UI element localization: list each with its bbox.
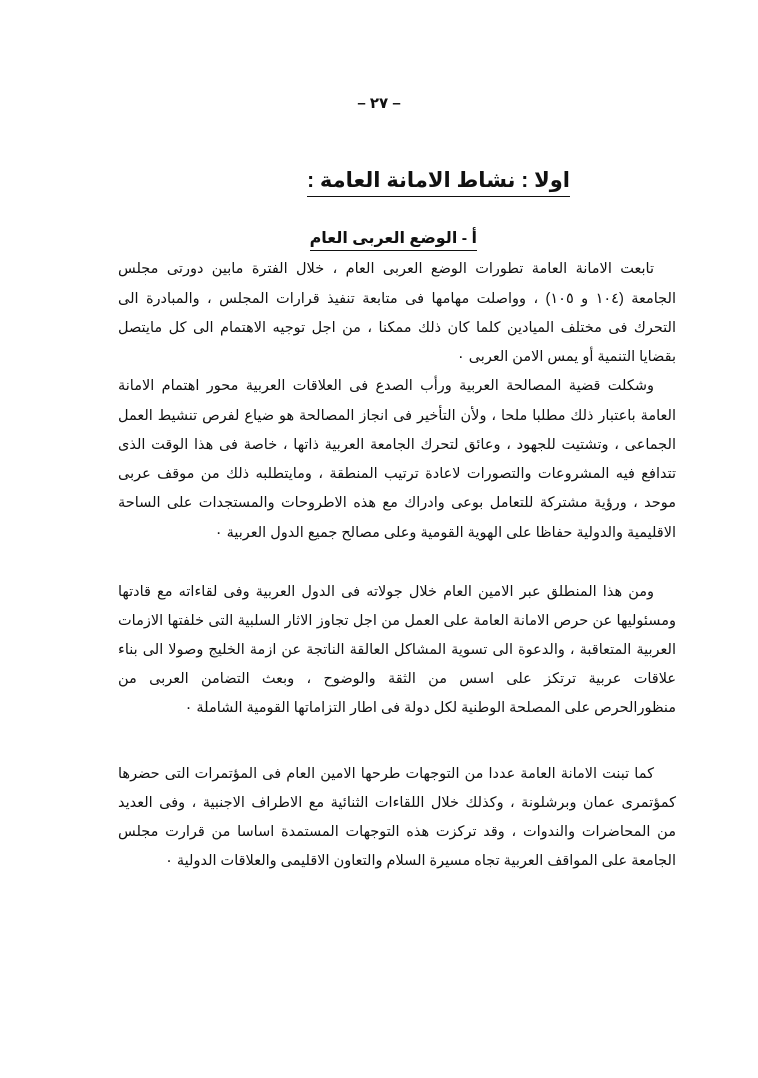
text-line: ومسئوليها عن حرص الامانة العامة على العمل من اجل تجاوز الاثار السلبية التى خلفتها الازمات [118,613,676,629]
text-line: من المحاضرات والندوات ، وقد تركزت هذه التوجهات المستمدة اساسا من قرارت مجلس [118,824,676,840]
text-line: الجامعة (١٠٤ و ١٠٥) ، وواصلت مهامها فى متابعة تنفيذ قرارات المجلس ، والمبادرة الى [118,291,676,307]
text-line: وشكلت قضية المصالحة العربية ورأب الصدع فى العلاقات العربية محور اهتمام الامانة [118,378,654,394]
text-line: ومن هذا المنطلق عبر الامين العام خلال جولاته فى الدول العربية وفى لقاءاته مع قادتها [118,584,654,600]
text-line: التحرك فى مختلف الميادين كلما كان ذلك ممكنا ، من اجل توجيه الاهتمام الى كل مايتصل [118,320,676,336]
text-line: كما تبنت الامانة العامة عددا من التوجهات طرحها الامين العام فى المؤتمرات التى حضرها [118,766,654,782]
text-line: موحد ، ورؤية مشتركة للتعامل بوعى وادراك مع هذه الاطروحات والمستجدات على الساحة [118,495,676,511]
page-number: – ٢٧ – [357,95,401,112]
text-line: تتدافع فيه المشروعات والتصورات لاعادة ترتيب المنطقة ، ومايتطلبه ذلك من موقف عربى [118,466,676,482]
text-line: تابعت الامانة العامة تطورات الوضع العربى العام ، خلال الفترة مابين دورتى مجلس [118,261,654,277]
text-line: منظورالحرص على المصلحة الوطنية لكل دولة فى اطار التزاماتها القومية الشاملة ٠ [184,700,676,716]
text-line: علاقات عربية ترتكز على اسس من الثقة والوضوح ، وبعث التضامن العربى من [118,671,676,687]
text-line: الجامعة على المواقف العربية تجاه مسيرة السلام والتعاون الاقليمى والعلاقات الدولية ٠ [165,853,676,869]
text-line: الجماعى ، وتشتيت للجهود ، وعائق لتحرك الجامعة العربية ذاتها ، خاصة فى هذا الوقت الذى [118,437,676,453]
text-line: بقضايا التنمية أو يمس الامن العربى ٠ [456,349,676,365]
section-heading: اولا : نشاط الامانة العامة : [307,168,570,197]
text-line: العربية المتعاقبة ، والدعوة الى تسوية المشاكل العالقة الناتجة عن ازمة الخليج وصولا الى بناء [118,642,676,658]
text-line: كمؤتمرى عمان وبرشلونة ، وكذلك خلال اللقاءات الثنائية مع الاطراف الاجنبية ، وفى العديد [118,795,676,811]
text-line: الاقليمية والدولية حفاظا على الهوية القومية وعلى مصالح جميع الدول العربية ٠ [214,525,676,541]
text-line: العامة باعتبار ذلك مطلبا ملحا ، ولأن التأخير فى انجاز المصالحة هو ضياع لفرص تنشيط العمل [118,408,676,424]
subsection-heading: أ - الوضع العربى العام [310,228,477,251]
